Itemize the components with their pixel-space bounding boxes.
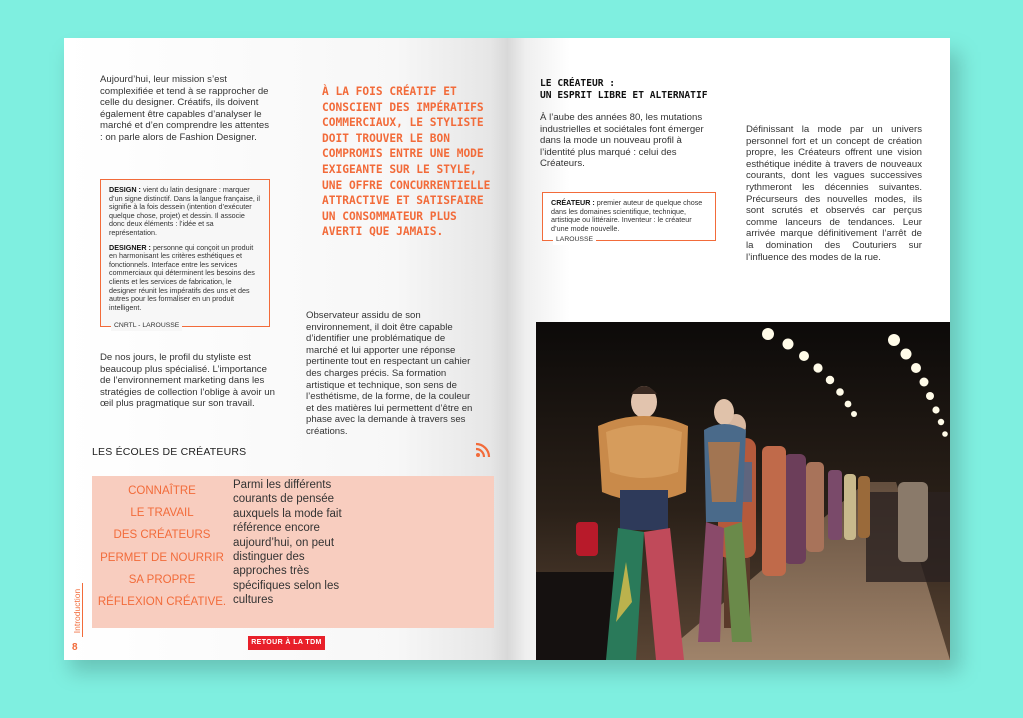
page-number: 8 <box>72 642 78 653</box>
highlight-heading <box>92 480 232 613</box>
highlight-line: LE TRAVAIL <box>130 507 194 520</box>
observer-paragraph: Observateur assidu de son environnement, il doit être capable d’identifier une problématique de marché et lui apporter une réponse pertinente tout en respectant un cahier des charges précis. Sa formation artistique et technique, son sens de l’esthétisme, de la forme, de la couleur et des matières lui permettent d’être en phase avec la demande à travers ses créations. <box>306 310 473 437</box>
title-line: UN ESPRIT LIBRE ET ALTERNATIF <box>540 90 708 101</box>
definition-box-createur <box>542 192 716 244</box>
design-definition: vient du latin designare : marquer d’un signe distinctif. Dans la langue française, il signifie à la fois dessein (intention d’exécuter quelque chose, projet) et dessin. Il associe donc deux éléments : l’idée et sa représentation. <box>109 185 261 237</box>
highlight-line: RÉFLEXION CRÉATIVE. <box>97 596 227 609</box>
rss-icon[interactable] <box>475 442 491 458</box>
title-line: LE CRÉATEUR : <box>540 78 616 89</box>
highlight-text: Parmi les différents courants de pensée auxquels la mode fait référence encore aujourd’hui, on peut distinguer des approches très spécifiques selon les cultures <box>233 479 342 607</box>
highlight-line: DES CRÉATEURS <box>113 529 211 542</box>
createur-term: CRÉATEUR : <box>551 198 595 207</box>
side-tab-label: Introduction <box>72 588 82 634</box>
back-to-toc-button[interactable]: RETOUR À LA TDM <box>248 636 325 650</box>
createur-intro-paragraph: À l’aube des années 80, les mutations industrielles et sociétales font émerger dans la mode un nouveau profil à l’identité plus marqué : celui des Créateurs. <box>540 112 704 170</box>
runway-illustration <box>536 322 950 660</box>
section-title: LES ÉCOLES DE CRÉATEURS <box>92 446 247 458</box>
designer-definition: personne qui conçoit un produit en harmonisant les critères esthétiques et fonctionnels. Interface entre les services commerciaux qui déterminent les besoins des clients et les services de fabrication, le designer réunit les impératifs des uns et des autres pour les formaliser en un produit intelligent. <box>109 242 255 312</box>
design-term: DESIGN : <box>109 185 141 194</box>
highlight-line: CONNAÎTRE <box>128 485 196 497</box>
intro-paragraph: Aujourd’hui, leur mission s’est complexifiée et tend à se rapprocher de celle du designer. Créatifs, ils doivent également être capables d’analyser le marché et d’en comprendre les attentes : on parle alors de Fashion Designer. <box>100 74 270 143</box>
createur-paragraph: Définissant la mode par un univers personnel fort et un concept de création propre, les Créateurs offrent une vision esthétique inédite à travers de nouveaux courants, dont les vagues successives rythmeront les décennies suivantes. Précurseurs des nouvelles modes, ils sont scrutés et observés car perçus comme lanceurs de tendances. Leur arrivée marque définitivement l’arrêt de la domination des Couturiers sur l’influence des modes de la rue. <box>746 124 922 263</box>
pull-quote: À LA FOIS CRÉATIF ET CONSCIENT DES IMPÉRATIFS COMMERCIAUX, LE STYLISTE DOIT TROUVER LE BON COMPROMIS ENTRE UNE MODE EXIGEANTE SUR LE STYLE, UNE OFFRE CONCURRENTIELLE ATTRACTIVE ET SATISFAIRE UN CONSOMMATEUR PLUS AVERTI QUE JAMAIS. <box>322 85 491 239</box>
right-page-title <box>540 78 708 102</box>
highlight-line: SA PROPRE <box>128 573 196 586</box>
left-page <box>64 38 508 660</box>
highlight-box <box>92 476 494 628</box>
definition-source: CNRTL - LAROUSSE <box>111 322 182 331</box>
runway-photo <box>536 322 950 660</box>
highlight-line: PERMET DE NOURRIR <box>100 551 224 564</box>
designer-term: DESIGNER : <box>109 242 151 252</box>
definition-box-design <box>100 179 270 330</box>
profile-paragraph: De nos jours, le profil du styliste est beaucoup plus spécialisé. L’importance de l’environnement marketing dans les stratégies de collection l’oblige à avoir un œil plus pragmatique sur son travail. <box>100 352 275 410</box>
right-page <box>508 38 950 660</box>
definition-source: LAROUSSE <box>553 236 596 245</box>
createur-definition: premier auteur de quelque chose dans les domaines scientifique, technique, artistique ou littéraire. Inventeur : le créateur d’une mode nouvelle. <box>551 198 703 233</box>
